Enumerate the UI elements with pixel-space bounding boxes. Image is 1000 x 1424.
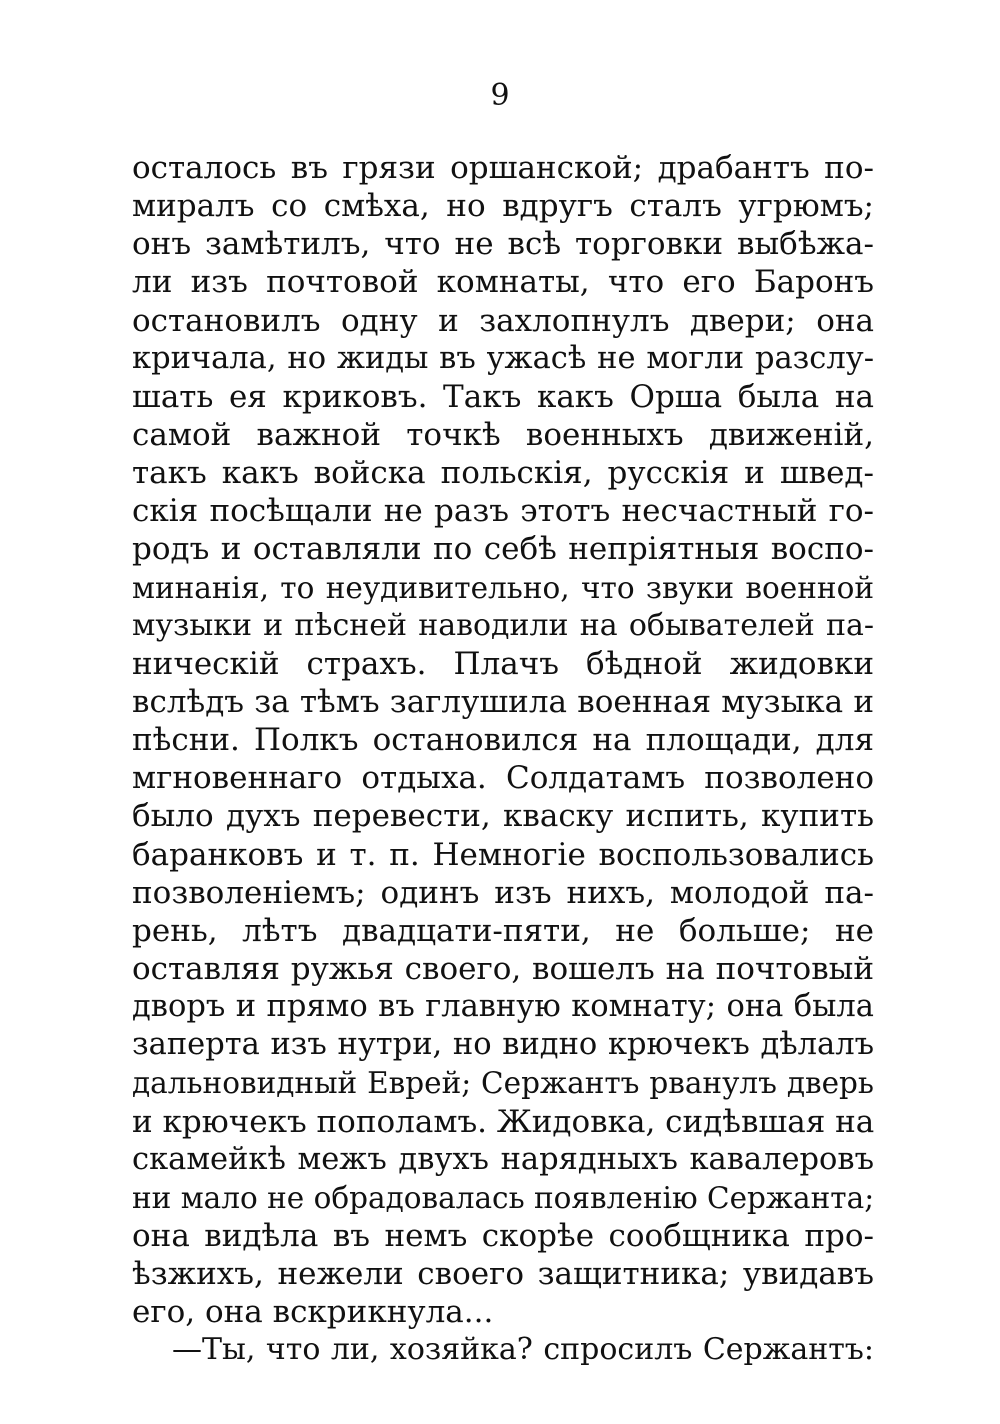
- page-number: 9: [490, 78, 510, 113]
- text-line: мгновеннаго отдыха. Солдатамъ позволено: [132, 760, 874, 797]
- text-line: вслѣдъ за тѣмъ заглушила военная музыка и: [132, 683, 874, 720]
- text-line: дальновидный Еврей; Сержантъ рванулъ дверь: [132, 1066, 874, 1101]
- text-line: пѣсни. Полкъ остановился на площади, для: [132, 722, 874, 759]
- text-line: шать ея криковъ. Такъ какъ Орша была на: [132, 378, 874, 415]
- text-line: осталось въ грязи оршанской; драбантъ по-: [132, 150, 874, 186]
- text-line: такъ какъ войска польскія, русскія и швед-: [132, 455, 874, 492]
- text-line: минанія, то неудивительно, что звуки военной: [132, 570, 874, 605]
- text-line-dialogue: —Ты, что ли, хозяйка? спросилъ Сержантъ:: [172, 1332, 874, 1368]
- text-line: ни мало не обрадовалась появленію Сержанта;: [132, 1180, 875, 1215]
- text-line: самой важной точкѣ военныхъ движеній,: [132, 416, 874, 453]
- text-line: заперта изъ нутри, но видно крючекъ дѣлалъ: [132, 1027, 874, 1063]
- text-line: рень, лѣтъ двадцати-пяти, не больше; не: [132, 912, 874, 949]
- text-line: родъ и оставляли по себѣ непріятныя воспо-: [132, 531, 874, 568]
- body-text: [132, 149, 874, 1370]
- text-line: онъ замѣтилъ, что не всѣ торговки выбѣжа-: [132, 226, 874, 263]
- text-line: было духъ перевести, кваску испить, купить: [132, 798, 874, 835]
- text-line: она видѣла въ немъ скорѣе сообщника про-: [132, 1217, 874, 1254]
- text-line: ѣзжихъ, нежели своего защитника; увидавъ: [132, 1256, 874, 1293]
- text-line: скія посѣщали не разъ этотъ несчастный го-: [132, 493, 874, 530]
- text-line: кричала, но жиды въ ужасѣ не могли разслу-: [132, 340, 874, 376]
- text-line: скамейкѣ межъ двухъ нарядныхъ кавалеровъ: [132, 1141, 874, 1177]
- text-line: оставляя ружья своего, вошелъ на почтовый: [132, 950, 874, 987]
- text-line: миралъ со смѣха, но вдругъ сталъ угрюмъ;: [132, 188, 874, 225]
- text-line: ли изъ почтовой комнаты, что его Баронъ: [132, 264, 874, 301]
- text-line: его, она вскрикнула...: [132, 1294, 494, 1331]
- text-line: остановилъ одну и захлопнулъ двери; она: [132, 302, 874, 339]
- text-line: ническій страхъ. Плачъ бѣдной жидовки: [132, 645, 874, 682]
- text-line: музыки и пѣсней наводили на обывателей па-: [132, 607, 874, 643]
- text-line: и крючекъ пополамъ. Жидовка, сидѣвшая на: [132, 1103, 875, 1140]
- text-line: баранковъ и т. п. Немногіе воспользовались: [132, 836, 874, 873]
- text-line: дворъ и прямо въ главную комнату; она была: [132, 989, 874, 1025]
- text-line: позволеніемъ; одинъ изъ нихъ, молодой па-: [132, 874, 874, 911]
